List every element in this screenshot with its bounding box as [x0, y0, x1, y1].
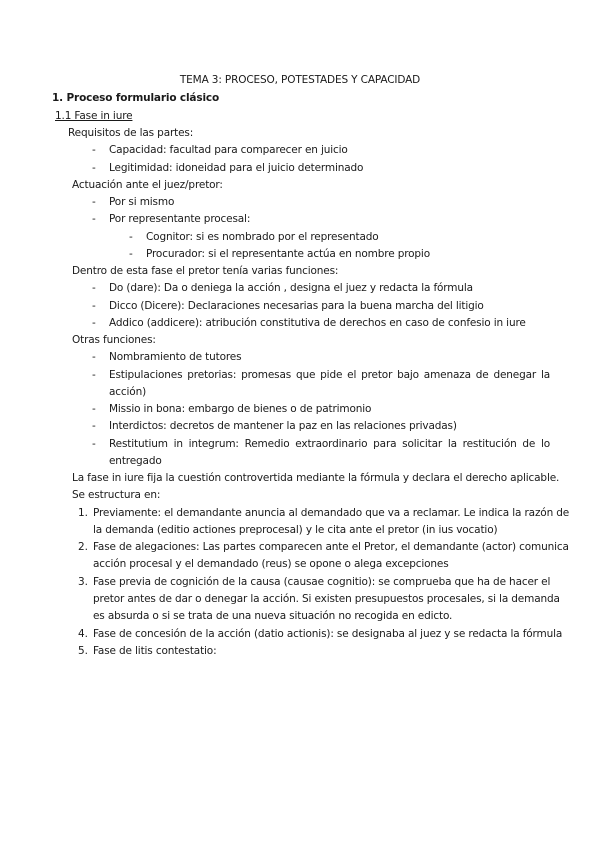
bullet-dash: -	[92, 196, 96, 208]
list-item: Capacidad: facultad para comparecer en juicio	[109, 144, 348, 156]
numbered-item: Fase de alegaciones: Las partes comparecen ante el Pretor, el demandante (actor) comunica	[93, 541, 569, 553]
list-item: Do (dare): Da o deniega la acción , designa el juez y redacta la fórmula	[109, 282, 473, 294]
bullet-dash: -	[129, 231, 133, 243]
paragraph-line: La fase in iure fija la cuestión controvertida mediante la fórmula y declara el derecho aplicable.	[72, 472, 560, 484]
bullet-dash: -	[92, 420, 96, 432]
bullet-dash: -	[92, 300, 96, 312]
bullet-dash: -	[92, 351, 96, 363]
sub-list-item: Cognitor: si es nombrado por el representado	[146, 231, 379, 243]
bullet-dash: -	[92, 438, 96, 450]
bullet-dash: -	[92, 403, 96, 415]
list-item: Estipulaciones pretorias: promesas que pide el pretor bajo amenaza de denegar la	[109, 369, 550, 381]
list-number: 4.	[78, 628, 89, 640]
list-item: Missio in bona: embargo de bienes o de patrimonio	[109, 403, 372, 415]
numbered-item: Fase de litis contestatio:	[93, 645, 217, 657]
list-number: 5.	[78, 645, 89, 657]
subsection-heading: 1.1 Fase in iure	[55, 110, 133, 122]
sub-list-item: Procurador: si el representante actúa en nombre propio	[146, 248, 430, 260]
numbered-item: Fase de concesión de la acción (datio actionis): se designaba al juez y se redacta la fórmula	[93, 628, 563, 640]
list-item: Legitimidad: idoneidad para el juicio determinado	[109, 162, 364, 174]
document-title: TEMA 3: PROCESO, POTESTADES Y CAPACIDAD	[179, 74, 421, 86]
list-number: 2.	[78, 541, 89, 553]
list-item: Restitutium in integrum: Remedio extraordinario para solicitar la restitución de lo	[109, 438, 550, 450]
paragraph-line: Se estructura en:	[72, 489, 161, 501]
numbered-item: Previamente: el demandante anuncia al demandado que va a reclamar. Le indica la razón de	[93, 507, 570, 519]
list-number: 1.	[78, 507, 89, 519]
list-item-continuation: entregado	[109, 455, 162, 467]
list-item: Nombramiento de tutores	[109, 351, 242, 363]
requisitos-heading: Requisitos de las partes:	[68, 127, 194, 139]
numbered-item-continuation: la demanda (editio actiones preprocesal) y le cita ante el pretor (in ius vocatio)	[93, 524, 498, 536]
list-item: Interdictos: decretos de mantener la paz en las relaciones privadas)	[109, 420, 457, 432]
bullet-dash: -	[92, 144, 96, 156]
bullet-dash: -	[92, 369, 96, 381]
numbered-item-continuation: es absurda o si se trata de una nueva situación no recogida en edicto.	[93, 610, 453, 622]
section-heading: 1. Proceso formulario clásico	[52, 92, 220, 104]
list-item: Addico (addicere): atribución constitutiva de derechos en caso de confesio in iure	[109, 317, 526, 329]
numbered-item: Fase previa de cognición de la causa (causae cognitio): se comprueba que ha de hacer el	[93, 576, 551, 588]
numbered-item-continuation: pretor antes de dar o denegar la acción. Si existen presupuestos procesales, si la demanda	[93, 593, 560, 605]
list-item-continuation: acción)	[109, 386, 147, 398]
bullet-dash: -	[92, 162, 96, 174]
list-number: 3.	[78, 576, 89, 588]
list-item: Por si mismo	[109, 196, 175, 208]
funciones-heading: Dentro de esta fase el pretor tenía varias funciones:	[72, 265, 339, 277]
numbered-item-continuation: acción procesal y el demandado (reus) se opone o alega excepciones	[93, 558, 449, 570]
bullet-dash: -	[92, 317, 96, 329]
actuacion-heading: Actuación ante el juez/pretor:	[72, 179, 223, 191]
list-item: Por representante procesal:	[109, 213, 251, 225]
otras-heading: Otras funciones:	[72, 334, 156, 346]
bullet-dash: -	[92, 282, 96, 294]
bullet-dash: -	[92, 213, 96, 225]
bullet-dash: -	[129, 248, 133, 260]
list-item: Dicco (Dicere): Declaraciones necesarias para la buena marcha del litigio	[109, 300, 484, 312]
